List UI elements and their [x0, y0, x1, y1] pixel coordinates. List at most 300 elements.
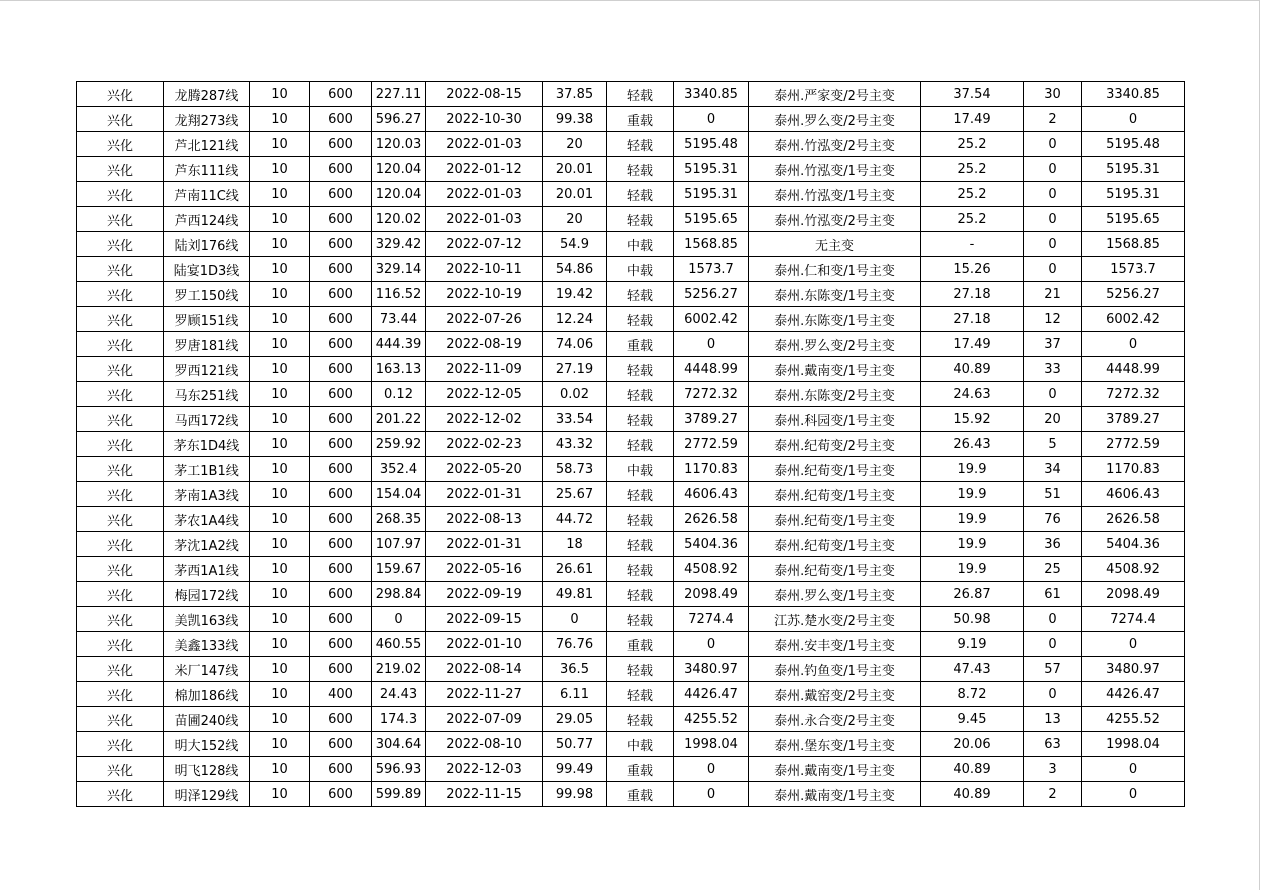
table-row: [77, 482, 1185, 507]
load-rate-cell: 20.01: [543, 157, 607, 182]
max-current-cell: 329.14: [372, 257, 426, 282]
max-current-cell: 268.35: [372, 507, 426, 532]
table-row: [77, 557, 1185, 582]
date-cell: 2022-11-15: [426, 782, 543, 807]
region-cell: 兴化: [77, 207, 164, 232]
load-status-cell: 轻载: [607, 282, 674, 307]
spare-capacity-cell: 0: [1082, 757, 1185, 782]
date-cell: 2022-08-15: [426, 82, 543, 107]
spare-capacity-cell: 2772.59: [1082, 432, 1185, 457]
available-capacity-cell: 3340.85: [674, 82, 749, 107]
load-rate-cell: 6.11: [543, 682, 607, 707]
load-rate-cell: 99.49: [543, 757, 607, 782]
available-capacity-cell: 3789.27: [674, 407, 749, 432]
voltage-cell: 10: [250, 182, 310, 207]
max-current-cell: 24.43: [372, 682, 426, 707]
line-name-cell: 明飞128线: [164, 757, 250, 782]
region-cell: 兴化: [77, 707, 164, 732]
available-capacity-cell: 5195.65: [674, 207, 749, 232]
line-name-cell: 棉加186线: [164, 682, 250, 707]
load-rate-cell: 12.24: [543, 307, 607, 332]
max-current-cell: 460.55: [372, 632, 426, 657]
transformer-cell: 泰州.戴窑变/2号主变: [749, 682, 921, 707]
date-cell: 2022-10-19: [426, 282, 543, 307]
max-current-cell: 304.64: [372, 732, 426, 757]
feeder-load-table: [76, 81, 1185, 807]
count-cell: 0: [1024, 257, 1082, 282]
rated-current-cell: 600: [310, 82, 372, 107]
voltage-cell: 10: [250, 232, 310, 257]
max-current-cell: 116.52: [372, 282, 426, 307]
available-capacity-cell: 2626.58: [674, 507, 749, 532]
table-row: [77, 332, 1185, 357]
line-name-cell: 米厂147线: [164, 657, 250, 682]
rated-current-cell: 600: [310, 107, 372, 132]
table-row: [77, 357, 1185, 382]
rated-current-cell: 400: [310, 682, 372, 707]
line-name-cell: 芦东111线: [164, 157, 250, 182]
region-cell: 兴化: [77, 107, 164, 132]
line-name-cell: 明泽129线: [164, 782, 250, 807]
spare-capacity-cell: 4426.47: [1082, 682, 1185, 707]
load-status-cell: 轻载: [607, 532, 674, 557]
voltage-cell: 10: [250, 757, 310, 782]
line-name-cell: 美凯163线: [164, 607, 250, 632]
table-row: [77, 132, 1185, 157]
load-status-cell: 轻载: [607, 382, 674, 407]
load-status-cell: 轻载: [607, 507, 674, 532]
transformer-load-rate-cell: -: [921, 232, 1024, 257]
spare-capacity-cell: 0: [1082, 107, 1185, 132]
date-cell: 2022-11-09: [426, 357, 543, 382]
count-cell: 2: [1024, 107, 1082, 132]
count-cell: 33: [1024, 357, 1082, 382]
transformer-cell: 泰州.纪荀变/1号主变: [749, 557, 921, 582]
transformer-load-rate-cell: 19.9: [921, 532, 1024, 557]
available-capacity-cell: 5256.27: [674, 282, 749, 307]
spare-capacity-cell: 3340.85: [1082, 82, 1185, 107]
region-cell: 兴化: [77, 507, 164, 532]
date-cell: 2022-12-03: [426, 757, 543, 782]
region-cell: 兴化: [77, 757, 164, 782]
region-cell: 兴化: [77, 357, 164, 382]
table-row: [77, 682, 1185, 707]
line-name-cell: 陆刘176线: [164, 232, 250, 257]
transformer-cell: 泰州.戴南变/1号主变: [749, 757, 921, 782]
date-cell: 2022-01-31: [426, 482, 543, 507]
voltage-cell: 10: [250, 107, 310, 132]
transformer-load-rate-cell: 26.43: [921, 432, 1024, 457]
count-cell: 0: [1024, 232, 1082, 257]
line-name-cell: 茅工1B1线: [164, 457, 250, 482]
table-row: [77, 732, 1185, 757]
line-name-cell: 龙腾287线: [164, 82, 250, 107]
available-capacity-cell: 5404.36: [674, 532, 749, 557]
count-cell: 0: [1024, 157, 1082, 182]
load-rate-cell: 33.54: [543, 407, 607, 432]
transformer-cell: 泰州.罗么变/1号主变: [749, 582, 921, 607]
rated-current-cell: 600: [310, 607, 372, 632]
table-row: [77, 282, 1185, 307]
available-capacity-cell: 0: [674, 107, 749, 132]
region-cell: 兴化: [77, 682, 164, 707]
max-current-cell: 120.03: [372, 132, 426, 157]
count-cell: 0: [1024, 382, 1082, 407]
available-capacity-cell: 1998.04: [674, 732, 749, 757]
spare-capacity-cell: 4255.52: [1082, 707, 1185, 732]
load-rate-cell: 19.42: [543, 282, 607, 307]
transformer-load-rate-cell: 15.92: [921, 407, 1024, 432]
transformer-cell: 泰州.罗么变/2号主变: [749, 107, 921, 132]
spare-capacity-cell: 5256.27: [1082, 282, 1185, 307]
rated-current-cell: 600: [310, 507, 372, 532]
transformer-load-rate-cell: 40.89: [921, 782, 1024, 807]
transformer-cell: 泰州.竹泓变/1号主变: [749, 157, 921, 182]
available-capacity-cell: 5195.31: [674, 157, 749, 182]
transformer-load-rate-cell: 19.9: [921, 457, 1024, 482]
max-current-cell: 329.42: [372, 232, 426, 257]
transformer-cell: 泰州.罗么变/2号主变: [749, 332, 921, 357]
load-rate-cell: 50.77: [543, 732, 607, 757]
count-cell: 61: [1024, 582, 1082, 607]
voltage-cell: 10: [250, 207, 310, 232]
transformer-load-rate-cell: 19.9: [921, 557, 1024, 582]
spare-capacity-cell: 4606.43: [1082, 482, 1185, 507]
date-cell: 2022-08-10: [426, 732, 543, 757]
count-cell: 5: [1024, 432, 1082, 457]
voltage-cell: 10: [250, 582, 310, 607]
date-cell: 2022-05-16: [426, 557, 543, 582]
load-status-cell: 轻载: [607, 407, 674, 432]
count-cell: 0: [1024, 182, 1082, 207]
available-capacity-cell: 4255.52: [674, 707, 749, 732]
max-current-cell: 120.02: [372, 207, 426, 232]
rated-current-cell: 600: [310, 757, 372, 782]
transformer-load-rate-cell: 9.19: [921, 632, 1024, 657]
max-current-cell: 201.22: [372, 407, 426, 432]
voltage-cell: 10: [250, 607, 310, 632]
table-row: [77, 107, 1185, 132]
transformer-load-rate-cell: 40.89: [921, 357, 1024, 382]
spare-capacity-cell: 1170.83: [1082, 457, 1185, 482]
available-capacity-cell: 0: [674, 332, 749, 357]
region-cell: 兴化: [77, 407, 164, 432]
transformer-load-rate-cell: 17.49: [921, 107, 1024, 132]
line-name-cell: 茅东1D4线: [164, 432, 250, 457]
load-rate-cell: 99.98: [543, 782, 607, 807]
table-row: [77, 507, 1185, 532]
spare-capacity-cell: 3789.27: [1082, 407, 1185, 432]
table-row: [77, 707, 1185, 732]
transformer-load-rate-cell: 37.54: [921, 82, 1024, 107]
region-cell: 兴化: [77, 432, 164, 457]
max-current-cell: 596.27: [372, 107, 426, 132]
max-current-cell: 0.12: [372, 382, 426, 407]
load-rate-cell: 58.73: [543, 457, 607, 482]
load-rate-cell: 74.06: [543, 332, 607, 357]
transformer-cell: 泰州.安丰变/1号主变: [749, 632, 921, 657]
rated-current-cell: 600: [310, 332, 372, 357]
line-name-cell: 芦南11C线: [164, 182, 250, 207]
voltage-cell: 10: [250, 432, 310, 457]
max-current-cell: 599.89: [372, 782, 426, 807]
load-rate-cell: 0.02: [543, 382, 607, 407]
date-cell: 2022-10-30: [426, 107, 543, 132]
load-status-cell: 轻载: [607, 132, 674, 157]
load-status-cell: 中载: [607, 232, 674, 257]
line-name-cell: 罗唐181线: [164, 332, 250, 357]
rated-current-cell: 600: [310, 357, 372, 382]
load-status-cell: 重载: [607, 107, 674, 132]
table-row: [77, 532, 1185, 557]
region-cell: 兴化: [77, 532, 164, 557]
region-cell: 兴化: [77, 657, 164, 682]
spare-capacity-cell: 4508.92: [1082, 557, 1185, 582]
transformer-cell: 泰州.堡东变/1号主变: [749, 732, 921, 757]
rated-current-cell: 600: [310, 257, 372, 282]
line-name-cell: 梅园172线: [164, 582, 250, 607]
rated-current-cell: 600: [310, 782, 372, 807]
load-status-cell: 重载: [607, 782, 674, 807]
date-cell: 2022-07-09: [426, 707, 543, 732]
max-current-cell: 107.97: [372, 532, 426, 557]
region-cell: 兴化: [77, 257, 164, 282]
line-name-cell: 茅沈1A2线: [164, 532, 250, 557]
available-capacity-cell: 0: [674, 757, 749, 782]
rated-current-cell: 600: [310, 182, 372, 207]
max-current-cell: 120.04: [372, 157, 426, 182]
transformer-cell: 泰州.纪荀变/2号主变: [749, 432, 921, 457]
load-status-cell: 轻载: [607, 682, 674, 707]
max-current-cell: 163.13: [372, 357, 426, 382]
transformer-load-rate-cell: 19.9: [921, 507, 1024, 532]
available-capacity-cell: 7274.4: [674, 607, 749, 632]
region-cell: 兴化: [77, 632, 164, 657]
max-current-cell: 259.92: [372, 432, 426, 457]
line-name-cell: 茅南1A3线: [164, 482, 250, 507]
transformer-load-rate-cell: 8.72: [921, 682, 1024, 707]
count-cell: 76: [1024, 507, 1082, 532]
voltage-cell: 10: [250, 382, 310, 407]
region-cell: 兴化: [77, 307, 164, 332]
load-status-cell: 轻载: [607, 182, 674, 207]
rated-current-cell: 600: [310, 307, 372, 332]
table-row: [77, 232, 1185, 257]
load-rate-cell: 20: [543, 132, 607, 157]
count-cell: 20: [1024, 407, 1082, 432]
voltage-cell: 10: [250, 482, 310, 507]
transformer-cell: 泰州.东陈变/2号主变: [749, 382, 921, 407]
load-status-cell: 中载: [607, 257, 674, 282]
available-capacity-cell: 2772.59: [674, 432, 749, 457]
available-capacity-cell: 4426.47: [674, 682, 749, 707]
voltage-cell: 10: [250, 557, 310, 582]
transformer-cell: 泰州.纪荀变/1号主变: [749, 532, 921, 557]
region-cell: 兴化: [77, 582, 164, 607]
max-current-cell: 219.02: [372, 657, 426, 682]
max-current-cell: 73.44: [372, 307, 426, 332]
load-rate-cell: 29.05: [543, 707, 607, 732]
transformer-cell: 泰州.纪荀变/1号主变: [749, 482, 921, 507]
date-cell: 2022-01-03: [426, 182, 543, 207]
line-name-cell: 美鑫133线: [164, 632, 250, 657]
rated-current-cell: 600: [310, 282, 372, 307]
table-row: [77, 757, 1185, 782]
transformer-load-rate-cell: 24.63: [921, 382, 1024, 407]
load-status-cell: 重载: [607, 332, 674, 357]
available-capacity-cell: 5195.48: [674, 132, 749, 157]
max-current-cell: 159.67: [372, 557, 426, 582]
voltage-cell: 10: [250, 132, 310, 157]
date-cell: 2022-09-15: [426, 607, 543, 632]
transformer-cell: 泰州.东陈变/1号主变: [749, 307, 921, 332]
line-name-cell: 芦西124线: [164, 207, 250, 232]
max-current-cell: 174.3: [372, 707, 426, 732]
rated-current-cell: 600: [310, 732, 372, 757]
count-cell: 0: [1024, 607, 1082, 632]
region-cell: 兴化: [77, 732, 164, 757]
load-rate-cell: 18: [543, 532, 607, 557]
line-name-cell: 罗西121线: [164, 357, 250, 382]
date-cell: 2022-12-05: [426, 382, 543, 407]
voltage-cell: 10: [250, 532, 310, 557]
line-name-cell: 陆宴1D3线: [164, 257, 250, 282]
date-cell: 2022-02-23: [426, 432, 543, 457]
load-rate-cell: 54.86: [543, 257, 607, 282]
rated-current-cell: 600: [310, 407, 372, 432]
load-rate-cell: 25.67: [543, 482, 607, 507]
available-capacity-cell: 4606.43: [674, 482, 749, 507]
load-rate-cell: 27.19: [543, 357, 607, 382]
load-status-cell: 轻载: [607, 432, 674, 457]
table-row: [77, 257, 1185, 282]
line-name-cell: 茅西1A1线: [164, 557, 250, 582]
line-name-cell: 茅农1A4线: [164, 507, 250, 532]
date-cell: 2022-05-20: [426, 457, 543, 482]
transformer-load-rate-cell: 19.9: [921, 482, 1024, 507]
spare-capacity-cell: 2626.58: [1082, 507, 1185, 532]
table-row: [77, 582, 1185, 607]
load-rate-cell: 0: [543, 607, 607, 632]
load-rate-cell: 37.85: [543, 82, 607, 107]
line-name-cell: 罗工150线: [164, 282, 250, 307]
load-status-cell: 轻载: [607, 157, 674, 182]
spare-capacity-cell: 5195.31: [1082, 182, 1185, 207]
load-rate-cell: 26.61: [543, 557, 607, 582]
load-rate-cell: 20: [543, 207, 607, 232]
date-cell: 2022-01-12: [426, 157, 543, 182]
load-status-cell: 轻载: [607, 357, 674, 382]
date-cell: 2022-01-10: [426, 632, 543, 657]
available-capacity-cell: 0: [674, 632, 749, 657]
table-row: [77, 82, 1185, 107]
transformer-load-rate-cell: 27.18: [921, 307, 1024, 332]
region-cell: 兴化: [77, 607, 164, 632]
load-status-cell: 轻载: [607, 82, 674, 107]
region-cell: 兴化: [77, 482, 164, 507]
rated-current-cell: 600: [310, 457, 372, 482]
available-capacity-cell: 2098.49: [674, 582, 749, 607]
available-capacity-cell: 7272.32: [674, 382, 749, 407]
transformer-load-rate-cell: 27.18: [921, 282, 1024, 307]
max-current-cell: 227.11: [372, 82, 426, 107]
count-cell: 30: [1024, 82, 1082, 107]
line-name-cell: 马西172线: [164, 407, 250, 432]
max-current-cell: 120.04: [372, 182, 426, 207]
voltage-cell: 10: [250, 332, 310, 357]
rated-current-cell: 600: [310, 482, 372, 507]
table-row: [77, 632, 1185, 657]
load-status-cell: 轻载: [607, 607, 674, 632]
load-status-cell: 重载: [607, 632, 674, 657]
transformer-load-rate-cell: 20.06: [921, 732, 1024, 757]
load-status-cell: 中载: [607, 732, 674, 757]
table-row: [77, 457, 1185, 482]
transformer-cell: 无主变: [749, 232, 921, 257]
voltage-cell: 10: [250, 257, 310, 282]
count-cell: 13: [1024, 707, 1082, 732]
count-cell: 12: [1024, 307, 1082, 332]
transformer-load-rate-cell: 26.87: [921, 582, 1024, 607]
spare-capacity-cell: 2098.49: [1082, 582, 1185, 607]
date-cell: 2022-09-19: [426, 582, 543, 607]
transformer-cell: 泰州.纪荀变/1号主变: [749, 507, 921, 532]
region-cell: 兴化: [77, 282, 164, 307]
transformer-cell: 泰州.仁和变/1号主变: [749, 257, 921, 282]
region-cell: 兴化: [77, 382, 164, 407]
line-name-cell: 芦北121线: [164, 132, 250, 157]
transformer-load-rate-cell: 25.2: [921, 182, 1024, 207]
count-cell: 0: [1024, 682, 1082, 707]
line-name-cell: 龙翔273线: [164, 107, 250, 132]
line-name-cell: 明大152线: [164, 732, 250, 757]
count-cell: 3: [1024, 757, 1082, 782]
table-row: [77, 407, 1185, 432]
load-rate-cell: 44.72: [543, 507, 607, 532]
load-rate-cell: 20.01: [543, 182, 607, 207]
transformer-cell: 泰州.永合变/2号主变: [749, 707, 921, 732]
voltage-cell: 10: [250, 282, 310, 307]
max-current-cell: 154.04: [372, 482, 426, 507]
load-rate-cell: 36.5: [543, 657, 607, 682]
transformer-cell: 泰州.竹泓变/1号主变: [749, 182, 921, 207]
region-cell: 兴化: [77, 182, 164, 207]
spare-capacity-cell: 3480.97: [1082, 657, 1185, 682]
available-capacity-cell: 3480.97: [674, 657, 749, 682]
transformer-load-rate-cell: 50.98: [921, 607, 1024, 632]
rated-current-cell: 600: [310, 582, 372, 607]
table-row: [77, 157, 1185, 182]
date-cell: 2022-10-11: [426, 257, 543, 282]
region-cell: 兴化: [77, 557, 164, 582]
load-status-cell: 轻载: [607, 657, 674, 682]
table-row: [77, 782, 1185, 807]
load-status-cell: 轻载: [607, 207, 674, 232]
transformer-cell: 泰州.戴南变/1号主变: [749, 782, 921, 807]
rated-current-cell: 600: [310, 382, 372, 407]
voltage-cell: 10: [250, 682, 310, 707]
date-cell: 2022-12-02: [426, 407, 543, 432]
date-cell: 2022-08-14: [426, 657, 543, 682]
rated-current-cell: 600: [310, 532, 372, 557]
region-cell: 兴化: [77, 157, 164, 182]
rated-current-cell: 600: [310, 657, 372, 682]
voltage-cell: 10: [250, 632, 310, 657]
transformer-cell: 泰州.竹泓变/2号主变: [749, 207, 921, 232]
spare-capacity-cell: 7272.32: [1082, 382, 1185, 407]
transformer-cell: 泰州.东陈变/1号主变: [749, 282, 921, 307]
rated-current-cell: 600: [310, 157, 372, 182]
